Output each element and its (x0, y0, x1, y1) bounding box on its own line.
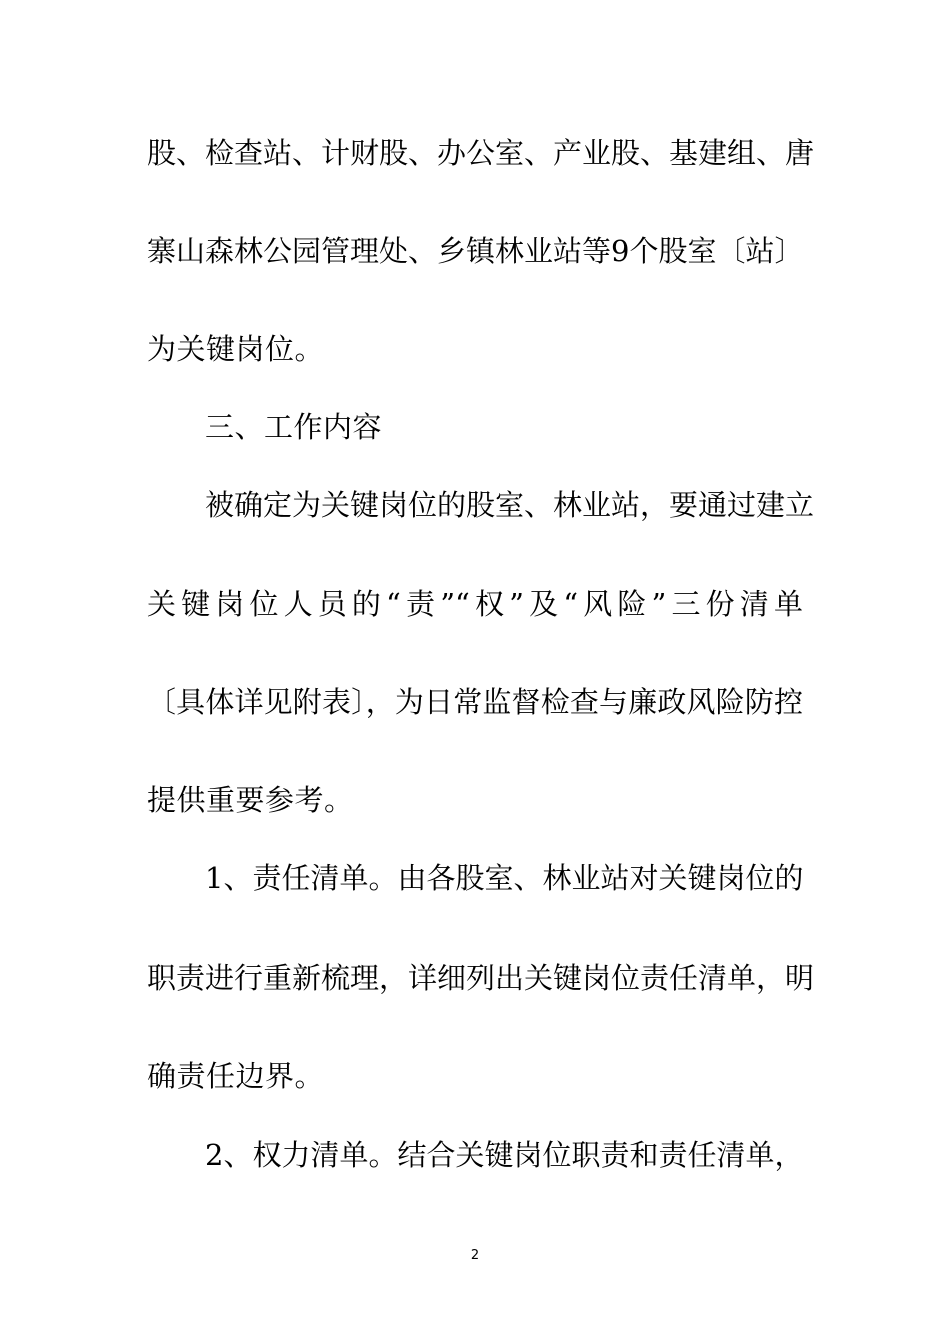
section-heading: 三、工作内容 (205, 410, 383, 444)
body-text-line: 2、权力清单。结合关键岗位职责和责任清单， (205, 1138, 804, 1172)
page-number: 2 (470, 1248, 480, 1263)
body-text-line: 寨山森林公园管理处、乡镇林业站等9个股室〔站〕 (147, 234, 804, 268)
body-text-line: 关键岗位人员的“责”“权”及“风险”三份清单 (147, 587, 803, 621)
body-text-line: 提供重要参考。 (147, 783, 354, 817)
body-text-line: 被确定为关键岗位的股室、林业站，要通过建立 (205, 488, 815, 522)
body-text-line: 股、检查站、计财股、办公室、产业股、基建组、唐 (147, 136, 815, 170)
body-text-line: 职责进行重新梳理，详细列出关键岗位责任清单，明 (147, 961, 815, 995)
body-text-line: 为关键岗位。 (147, 332, 325, 366)
body-text-line: 1、责任清单。由各股室、林业站对关键岗位的 (205, 861, 804, 895)
body-text-line: 〔具体详见附表〕，为日常监督检查与廉政风险防控 (147, 685, 803, 719)
body-text-line: 确责任边界。 (147, 1059, 325, 1093)
